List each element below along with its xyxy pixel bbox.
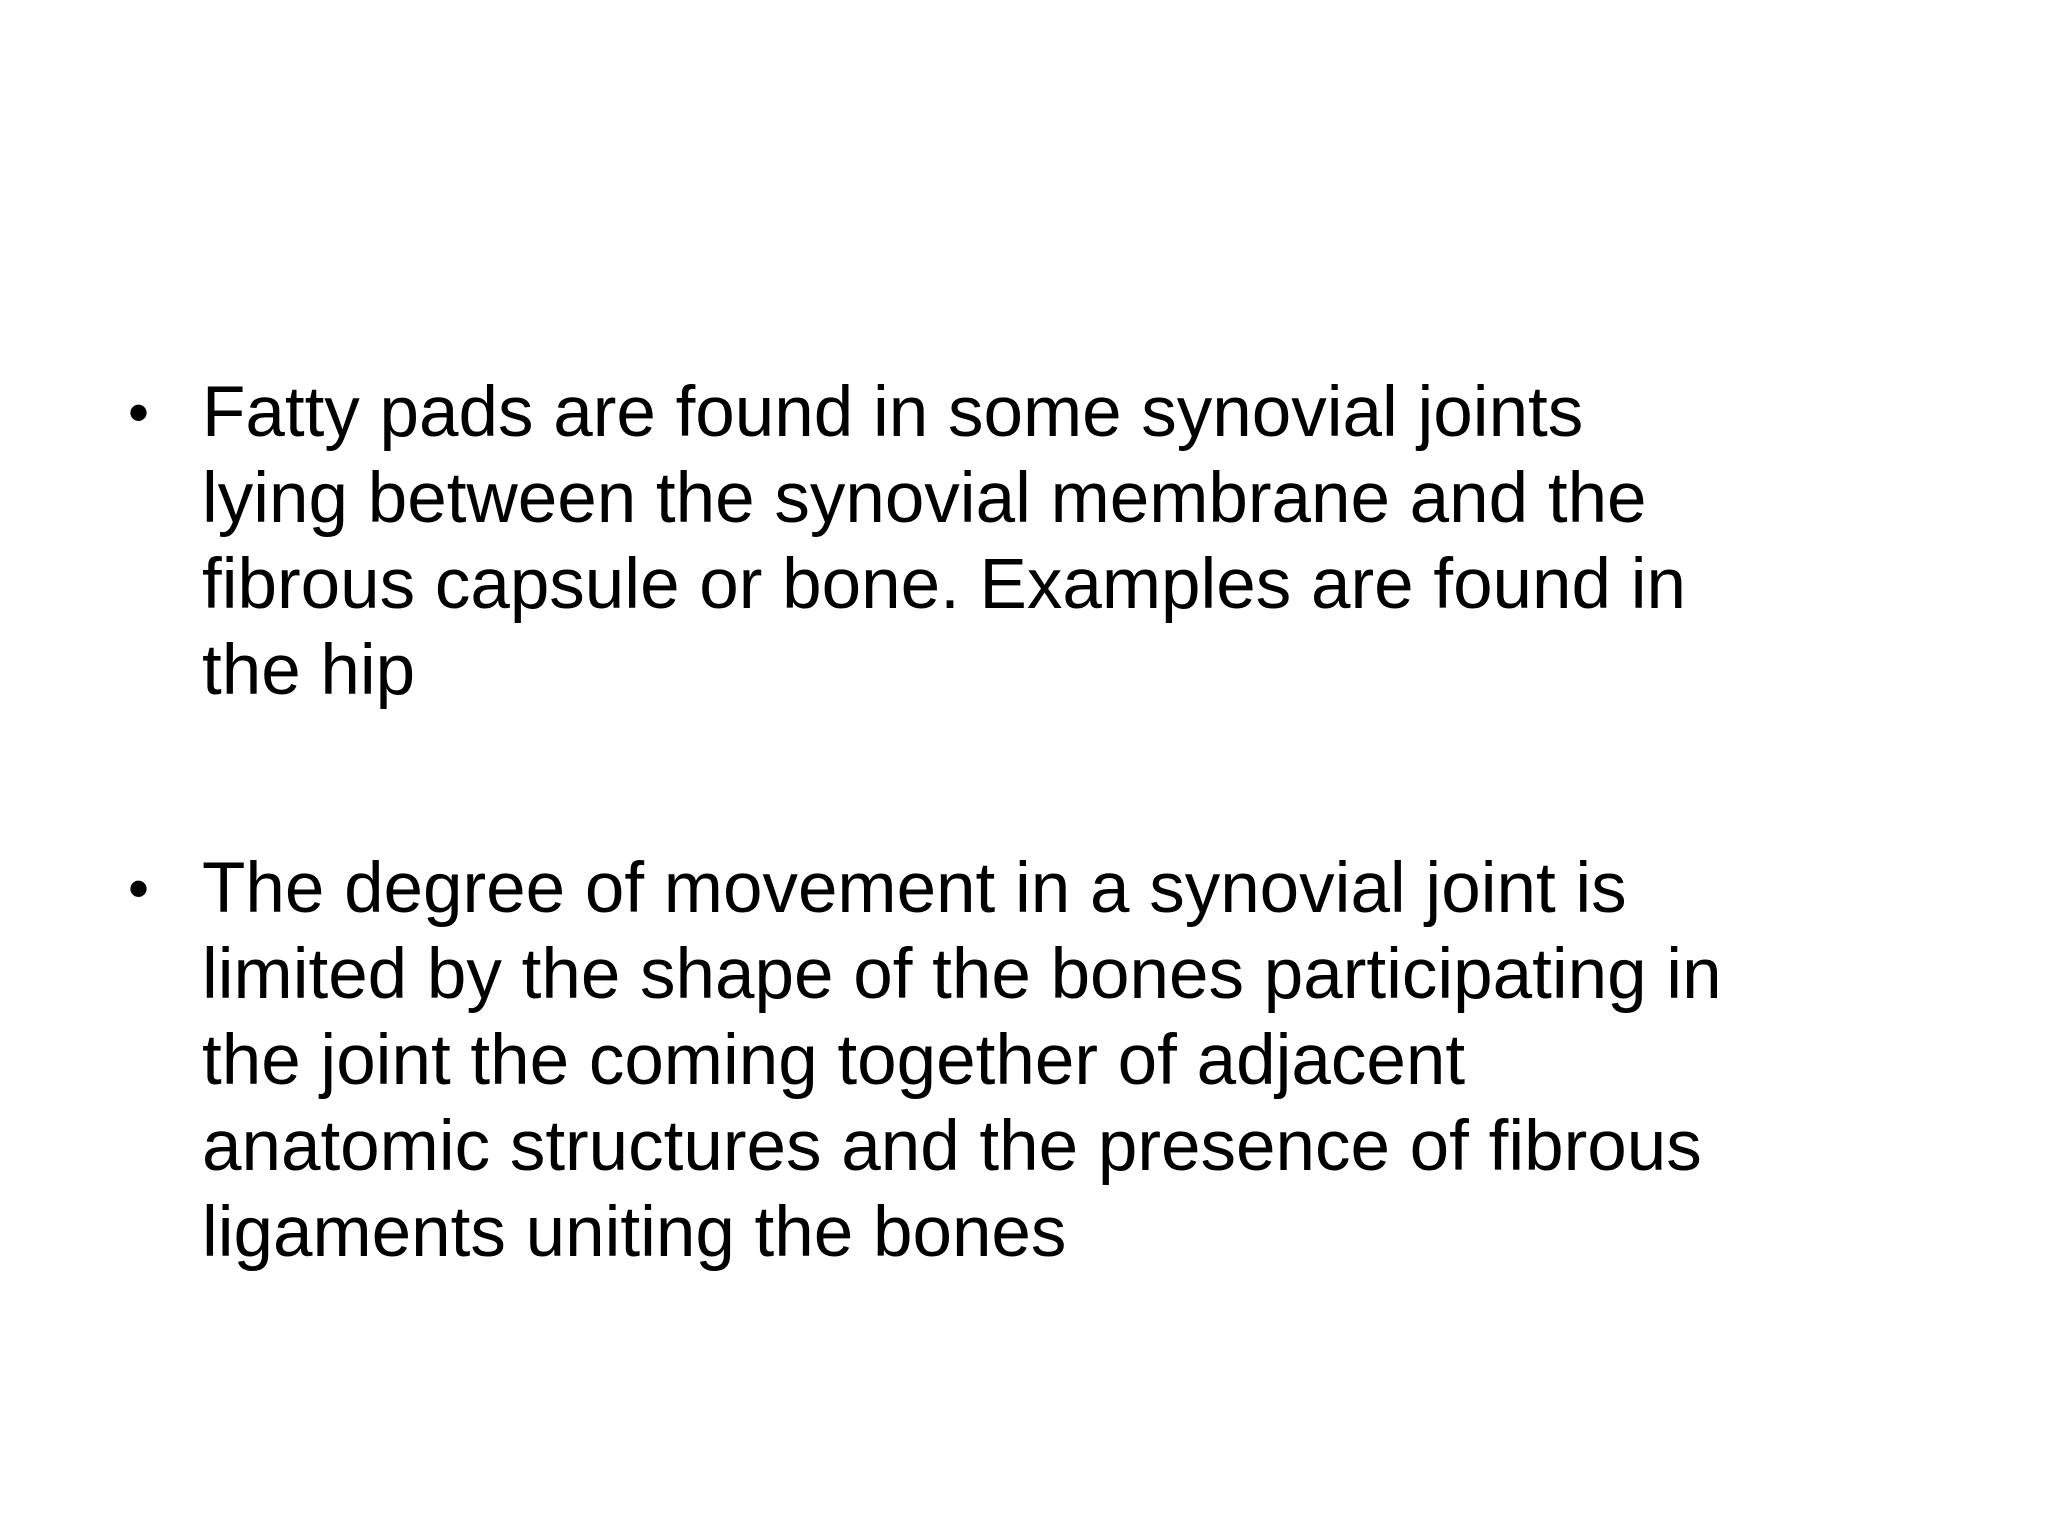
bullet-text-line: Fatty pads are found in some synovial joints xyxy=(202,373,1584,452)
bullet-list xyxy=(128,370,1988,1276)
bullet-text-line: the joint the coming together of adjacent xyxy=(202,1021,1466,1100)
bullet-text-line: limited by the shape of the bones participating in xyxy=(202,935,1722,1014)
bullet-item-fatty-pads xyxy=(128,370,1988,714)
bullet-text-line: lying between the synovial membrane and the xyxy=(202,459,1647,538)
bullet-text-line: ligaments uniting the bones xyxy=(202,1193,1067,1272)
bullet-marker: • xyxy=(128,855,150,922)
bullet-marker: • xyxy=(128,379,150,446)
bullet-text-line: the hip xyxy=(202,631,416,710)
bullet-text-line: fibrous capsule or bone. Examples are found in xyxy=(202,545,1686,624)
bullet-text-line: anatomic structures and the presence of fibrous xyxy=(202,1107,1702,1186)
bullet-item-degree-of-movement xyxy=(128,846,1988,1276)
bullet-text-line: The degree of movement in a synovial joint is xyxy=(202,849,1627,928)
